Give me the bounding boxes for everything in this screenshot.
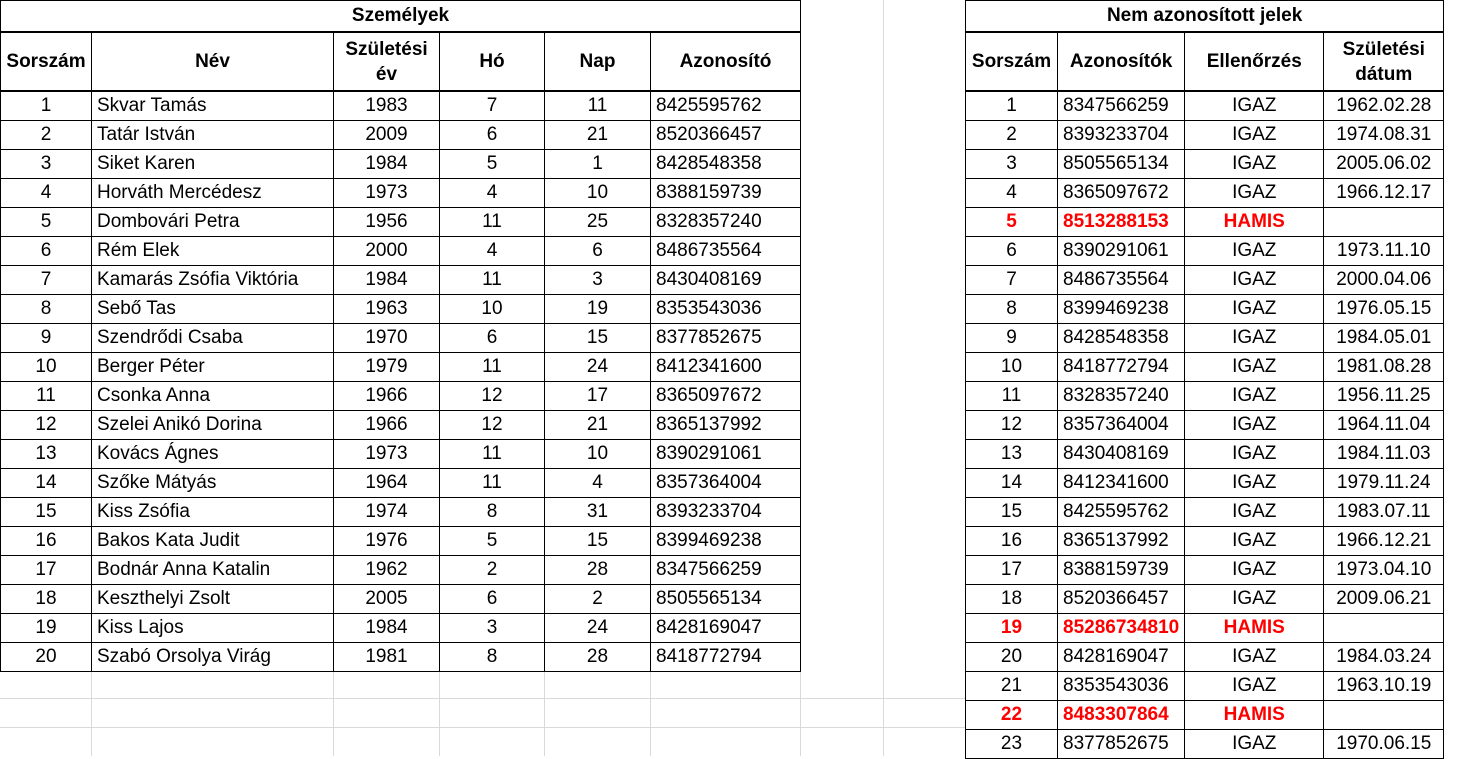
id-row [966,295,1444,324]
identifier-cell[interactable]: 8520366457 [651,121,801,150]
check-result-cell[interactable]: IGAZ [1185,324,1324,353]
identifier-cell[interactable]: 8365097672 [651,382,801,411]
check-result-cell[interactable]: HAMIS [1185,614,1324,643]
identifier-cell[interactable]: 8353543036 [651,295,801,324]
identifier-cell[interactable]: 8347566259 [651,556,801,585]
month-cell[interactable]: 11 [440,208,545,237]
identifier-cell[interactable]: 8357364004 [651,469,801,498]
identifier-cell[interactable]: 8377852675 [651,324,801,353]
birth-date-cell[interactable]: 1964.11.04 [1324,411,1444,440]
row-number-cell[interactable]: 19 [966,614,1058,643]
check-result-cell[interactable]: IGAZ [1185,585,1324,614]
month-cell[interactable]: 12 [440,411,545,440]
check-result-cell[interactable]: IGAZ [1185,672,1324,701]
birth-date-cell[interactable]: 2005.06.02 [1324,150,1444,179]
row-number-cell[interactable]: 5 [966,208,1058,237]
check-result-cell[interactable]: IGAZ [1185,527,1324,556]
check-result-cell[interactable]: IGAZ [1185,382,1324,411]
row-number-cell[interactable]: 11 [1,382,92,411]
row-number-cell[interactable]: 14 [966,469,1058,498]
person-row [1,150,801,179]
day-cell[interactable]: 17 [545,382,651,411]
column-header-nev[interactable]: Név [92,32,334,91]
row-number-cell[interactable]: 4 [1,179,92,208]
birth-date-cell[interactable]: 1984.03.24 [1324,643,1444,672]
day-cell[interactable]: 24 [545,353,651,382]
row-number-cell[interactable]: 6 [966,237,1058,266]
identifier-cell[interactable]: 8390291061 [1058,237,1185,266]
day-cell[interactable]: 31 [545,498,651,527]
identifier-cell[interactable]: 8365097672 [1058,179,1185,208]
identifier-cell[interactable]: 8399469238 [1058,295,1185,324]
row-number-cell[interactable]: 7 [966,266,1058,295]
row-number-cell[interactable]: 18 [1,585,92,614]
day-cell[interactable]: 3 [545,266,651,295]
birth-year-cell[interactable]: 1981 [334,643,440,672]
identifier-cell[interactable]: 8418772794 [1058,353,1185,382]
birth-date-cell[interactable] [1324,701,1444,730]
check-result-cell[interactable]: IGAZ [1185,556,1324,585]
birth-date-cell[interactable]: 1976.05.15 [1324,295,1444,324]
row-number-cell[interactable]: 2 [1,121,92,150]
id-row [966,469,1444,498]
row-number-cell[interactable]: 7 [1,266,92,295]
day-cell[interactable]: 10 [545,440,651,469]
day-cell[interactable]: 19 [545,295,651,324]
month-cell[interactable]: 11 [440,266,545,295]
name-cell[interactable]: Tatár István [92,121,334,150]
person-row [1,179,801,208]
row-number-cell[interactable]: 2 [966,121,1058,150]
identifier-cell[interactable]: 8428548358 [1058,324,1185,353]
id-row [966,208,1444,237]
birth-date-cell[interactable]: 1962.02.28 [1324,91,1444,121]
row-number-cell[interactable]: 14 [1,469,92,498]
identifier-cell[interactable]: 8428169047 [651,614,801,643]
month-cell[interactable]: 5 [440,150,545,179]
name-cell[interactable]: Horváth Mercédesz [92,179,334,208]
row-number-cell[interactable]: 3 [1,150,92,179]
day-cell[interactable]: 11 [545,91,651,121]
check-result-cell[interactable]: IGAZ [1185,411,1324,440]
row-number-cell[interactable]: 9 [966,324,1058,353]
birth-date-cell[interactable]: 1983.07.11 [1324,498,1444,527]
person-row [1,498,801,527]
check-result-cell[interactable]: IGAZ [1185,179,1324,208]
row-number-cell[interactable]: 18 [966,585,1058,614]
row-number-cell[interactable]: 15 [966,498,1058,527]
identifier-cell[interactable]: 8353543036 [1058,672,1185,701]
check-result-cell[interactable]: HAMIS [1185,701,1324,730]
row-number-cell[interactable]: 5 [1,208,92,237]
identifier-cell[interactable]: 8357364004 [1058,411,1185,440]
row-number-cell[interactable]: 10 [966,353,1058,382]
id-row [966,585,1444,614]
identifier-cell[interactable]: 8428169047 [1058,643,1185,672]
persons-table-title: Személyek [1,1,801,33]
row-number-cell[interactable]: 20 [1,643,92,672]
birth-date-cell[interactable]: 2009.06.21 [1324,585,1444,614]
day-cell[interactable]: 2 [545,585,651,614]
person-row [1,643,801,672]
id-row [966,672,1444,701]
name-cell[interactable]: Keszthelyi Zsolt [92,585,334,614]
check-result-cell[interactable]: IGAZ [1185,121,1324,150]
identifier-cell[interactable]: 8328357240 [651,208,801,237]
column-header-ho[interactable]: Hó [440,32,545,91]
column-header-nap[interactable]: Nap [545,32,651,91]
row-number-cell[interactable]: 23 [966,730,1058,759]
day-cell[interactable]: 28 [545,643,651,672]
row-number-cell[interactable]: 16 [1,527,92,556]
identifier-cell[interactable]: 8428548358 [651,150,801,179]
month-cell[interactable]: 7 [440,91,545,121]
id-row [966,556,1444,585]
name-cell[interactable]: Szabó Orsolya Virág [92,643,334,672]
name-cell[interactable]: Szendrődi Csaba [92,324,334,353]
month-cell[interactable]: 11 [440,353,545,382]
month-cell[interactable]: 2 [440,556,545,585]
day-cell[interactable]: 21 [545,121,651,150]
identifier-cell[interactable]: 8486735564 [651,237,801,266]
id-row [966,730,1444,759]
identifier-cell[interactable]: 8347566259 [1058,91,1185,121]
row-number-cell[interactable]: 12 [1,411,92,440]
id-row [966,150,1444,179]
birth-date-cell[interactable]: 1963.10.19 [1324,672,1444,701]
id-row [966,121,1444,150]
identifier-cell[interactable]: 8418772794 [651,643,801,672]
month-cell[interactable]: 12 [440,382,545,411]
person-row [1,266,801,295]
id-row [966,179,1444,208]
birth-date-cell[interactable]: 1973.04.10 [1324,556,1444,585]
month-cell[interactable]: 8 [440,498,545,527]
id-row [966,324,1444,353]
birth-date-cell[interactable]: 1973.11.10 [1324,237,1444,266]
identifier-cell[interactable]: 8505565134 [1058,150,1185,179]
row-number-cell[interactable]: 11 [966,382,1058,411]
identifier-cell[interactable]: 8430408169 [651,266,801,295]
day-cell[interactable]: 28 [545,556,651,585]
person-row [1,324,801,353]
birth-year-cell[interactable]: 1956 [334,208,440,237]
birth-year-cell[interactable]: 1973 [334,179,440,208]
identifier-cell[interactable]: 8412341600 [651,353,801,382]
id-row [966,643,1444,672]
name-cell[interactable]: Skvar Tamás [92,91,334,121]
birth-year-cell[interactable]: 1966 [334,382,440,411]
check-result-cell[interactable]: IGAZ [1185,469,1324,498]
identifier-cell[interactable]: 8483307864 [1058,701,1185,730]
row-number-cell[interactable]: 17 [966,556,1058,585]
row-number-cell[interactable]: 4 [966,179,1058,208]
identifier-cell[interactable]: 8513288153 [1058,208,1185,237]
persons-table [0,0,801,672]
day-cell[interactable]: 1 [545,150,651,179]
check-result-cell[interactable]: IGAZ [1185,295,1324,324]
birth-year-cell[interactable]: 2000 [334,237,440,266]
birth-year-cell[interactable]: 1962 [334,556,440,585]
id-row [966,701,1444,730]
person-row [1,353,801,382]
person-row [1,556,801,585]
day-cell[interactable]: 25 [545,208,651,237]
birth-date-cell[interactable]: 1966.12.21 [1324,527,1444,556]
column-header-ellenorzes[interactable]: Ellenőrzés [1185,32,1324,91]
name-cell[interactable]: Szőke Mátyás [92,469,334,498]
identifier-cell[interactable]: 8390291061 [651,440,801,469]
identifier-cell[interactable]: 8399469238 [651,527,801,556]
identifier-cell[interactable]: 8520366457 [1058,585,1185,614]
day-cell[interactable]: 6 [545,237,651,266]
column-header-szuletesi-datum[interactable]: Születési dátum [1324,32,1444,91]
birth-year-cell[interactable]: 1979 [334,353,440,382]
column-header-sorszam[interactable]: Sorszám [1,32,92,91]
id-row [966,527,1444,556]
row-number-cell[interactable]: 13 [1,440,92,469]
id-row [966,411,1444,440]
identifier-cell[interactable]: 8430408169 [1058,440,1185,469]
check-result-cell[interactable]: IGAZ [1185,150,1324,179]
row-number-cell[interactable]: 12 [966,411,1058,440]
birth-year-cell[interactable]: 1966 [334,411,440,440]
person-row [1,469,801,498]
person-row [1,208,801,237]
birth-year-cell[interactable]: 1964 [334,469,440,498]
identifier-cell[interactable]: 8393233704 [651,498,801,527]
unidentified-ids-table [965,0,1444,759]
name-cell[interactable]: Siket Karen [92,150,334,179]
person-row [1,411,801,440]
column-header-szuletesi-ev[interactable]: Születési év [334,32,440,91]
row-number-cell[interactable]: 9 [1,324,92,353]
name-cell[interactable]: Csonka Anna [92,382,334,411]
row-number-cell[interactable]: 17 [1,556,92,585]
month-cell[interactable]: 6 [440,585,545,614]
birth-date-cell[interactable] [1324,208,1444,237]
month-cell[interactable]: 8 [440,643,545,672]
column-header-azonosito[interactable]: Azonosító [651,32,801,91]
identifier-cell[interactable]: 8412341600 [1058,469,1185,498]
birth-year-cell[interactable]: 1976 [334,527,440,556]
check-result-cell[interactable]: IGAZ [1185,353,1324,382]
month-cell[interactable]: 6 [440,324,545,353]
row-number-cell[interactable]: 10 [1,353,92,382]
person-row [1,440,801,469]
day-cell[interactable]: 10 [545,179,651,208]
month-cell[interactable]: 4 [440,237,545,266]
month-cell[interactable]: 5 [440,527,545,556]
identifier-cell[interactable]: 8505565134 [651,585,801,614]
check-result-cell[interactable]: IGAZ [1185,91,1324,121]
month-cell[interactable]: 11 [440,440,545,469]
id-row [966,266,1444,295]
row-number-cell[interactable]: 20 [966,643,1058,672]
name-cell[interactable]: Bakos Kata Judit [92,527,334,556]
name-cell[interactable]: Kiss Zsófia [92,498,334,527]
row-number-cell[interactable]: 16 [966,527,1058,556]
row-number-cell[interactable]: 1 [1,91,92,121]
birth-year-cell[interactable]: 2005 [334,585,440,614]
name-cell[interactable]: Szelei Anikó Dorina [92,411,334,440]
identifier-cell[interactable]: 8388159739 [651,179,801,208]
check-result-cell[interactable]: IGAZ [1185,498,1324,527]
birth-date-cell[interactable]: 1966.12.17 [1324,179,1444,208]
id-row [966,382,1444,411]
person-row [1,91,801,121]
identifier-cell[interactable]: 85286734810 [1058,614,1185,643]
row-number-cell[interactable]: 13 [966,440,1058,469]
name-cell[interactable]: Bodnár Anna Katalin [92,556,334,585]
row-number-cell[interactable]: 8 [966,295,1058,324]
row-number-cell[interactable]: 21 [966,672,1058,701]
ids-table-title: Nem azonosított jelek [966,1,1444,33]
identifier-cell[interactable]: 8388159739 [1058,556,1185,585]
name-cell[interactable]: Kovács Ágnes [92,440,334,469]
identifier-cell[interactable]: 8393233704 [1058,121,1185,150]
check-result-cell[interactable]: IGAZ [1185,237,1324,266]
row-number-cell[interactable]: 1 [966,91,1058,121]
identifier-cell[interactable]: 8425595762 [1058,498,1185,527]
name-cell[interactable]: Kiss Lajos [92,614,334,643]
birth-date-cell[interactable]: 1956.11.25 [1324,382,1444,411]
birth-date-cell[interactable]: 1970.06.15 [1324,730,1444,759]
row-number-cell[interactable]: 3 [966,150,1058,179]
identifier-cell[interactable]: 8365137992 [1058,527,1185,556]
identifier-cell[interactable]: 8365137992 [651,411,801,440]
check-result-cell[interactable]: IGAZ [1185,730,1324,759]
row-number-cell[interactable]: 22 [966,701,1058,730]
birth-year-cell[interactable]: 1973 [334,440,440,469]
person-row [1,585,801,614]
row-number-cell[interactable]: 19 [1,614,92,643]
day-cell[interactable]: 15 [545,324,651,353]
identifier-cell[interactable]: 8377852675 [1058,730,1185,759]
day-cell[interactable]: 21 [545,411,651,440]
birth-date-cell[interactable]: 1984.11.03 [1324,440,1444,469]
birth-date-cell[interactable]: 1974.08.31 [1324,121,1444,150]
day-cell[interactable]: 15 [545,527,651,556]
id-row [966,498,1444,527]
birth-date-cell[interactable]: 2000.04.06 [1324,266,1444,295]
person-row [1,295,801,324]
name-cell[interactable]: Berger Péter [92,353,334,382]
birth-year-cell[interactable]: 1984 [334,150,440,179]
person-row [1,121,801,150]
id-row [966,440,1444,469]
check-result-cell[interactable]: HAMIS [1185,208,1324,237]
birth-year-cell[interactable]: 1984 [334,266,440,295]
person-row [1,382,801,411]
column-header-sorszam[interactable]: Sorszám [966,32,1058,91]
day-cell[interactable]: 4 [545,469,651,498]
id-row [966,614,1444,643]
name-cell[interactable]: Rém Elek [92,237,334,266]
check-result-cell[interactable]: IGAZ [1185,643,1324,672]
id-row [966,91,1444,121]
person-row [1,527,801,556]
name-cell[interactable]: Dombovári Petra [92,208,334,237]
birth-year-cell[interactable]: 1983 [334,91,440,121]
row-number-cell[interactable]: 15 [1,498,92,527]
id-row [966,353,1444,382]
name-cell[interactable]: Kamarás Zsófia Viktória [92,266,334,295]
birth-date-cell[interactable] [1324,614,1444,643]
identifier-cell[interactable]: 8486735564 [1058,266,1185,295]
month-cell[interactable]: 3 [440,614,545,643]
name-cell[interactable]: Sebő Tas [92,295,334,324]
birth-year-cell[interactable]: 1974 [334,498,440,527]
birth-year-cell[interactable]: 1984 [334,614,440,643]
birth-date-cell[interactable]: 1979.11.24 [1324,469,1444,498]
person-row [1,237,801,266]
person-row [1,614,801,643]
birth-date-cell[interactable]: 1981.08.28 [1324,353,1444,382]
identifier-cell[interactable]: 8425595762 [651,91,801,121]
id-row [966,237,1444,266]
month-cell[interactable]: 10 [440,295,545,324]
month-cell[interactable]: 11 [440,469,545,498]
identifier-cell[interactable]: 8328357240 [1058,382,1185,411]
month-cell[interactable]: 6 [440,121,545,150]
birth-year-cell[interactable]: 2009 [334,121,440,150]
month-cell[interactable]: 4 [440,179,545,208]
row-number-cell[interactable]: 8 [1,295,92,324]
birth-year-cell[interactable]: 1963 [334,295,440,324]
birth-date-cell[interactable]: 1984.05.01 [1324,324,1444,353]
day-cell[interactable]: 24 [545,614,651,643]
birth-year-cell[interactable]: 1970 [334,324,440,353]
check-result-cell[interactable]: IGAZ [1185,440,1324,469]
row-number-cell[interactable]: 6 [1,237,92,266]
check-result-cell[interactable]: IGAZ [1185,266,1324,295]
column-header-azonositok[interactable]: Azonosítók [1058,32,1185,91]
